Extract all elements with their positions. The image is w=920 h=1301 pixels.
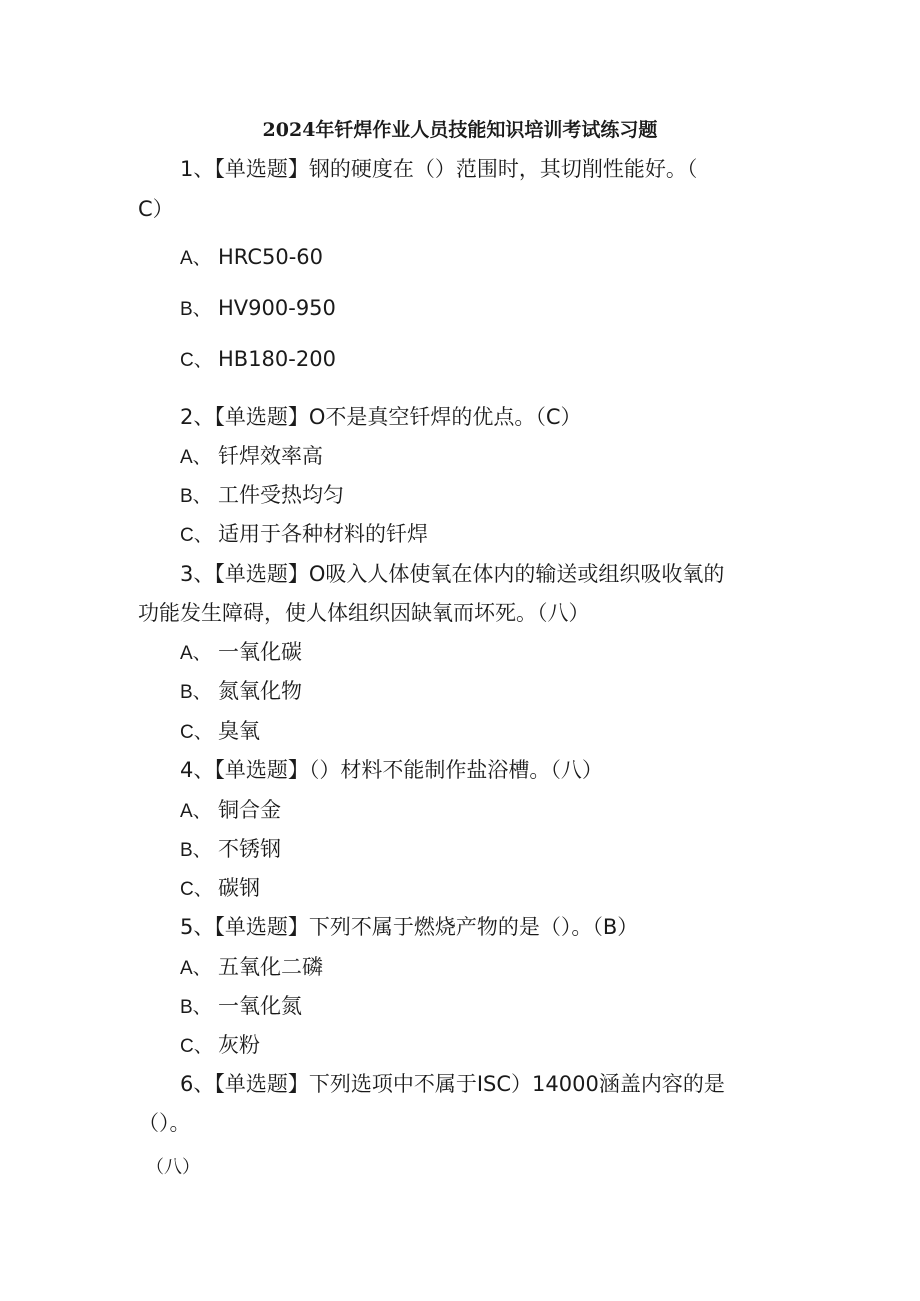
question-3-stem-continued: 功能发生障碍，使人体组织因缺氧而坏死。（八） (138, 601, 590, 625)
option-text: 一氧化碳 (218, 640, 302, 664)
option-label: B、 (180, 486, 212, 507)
option-text: HV900-950 (218, 296, 336, 320)
option-label: A、 (180, 958, 212, 979)
option-label: C、 (180, 879, 213, 900)
option-label: B、 (180, 299, 212, 320)
option-label: B、 (180, 840, 212, 861)
question-6-stem-continued: （）。 (138, 1111, 191, 1135)
option-label: B、 (180, 682, 212, 703)
question-1-option-a (180, 242, 323, 274)
question-5-stem: 5、【单选题】下列不属于燃烧产物的是（）。（B） (180, 915, 639, 939)
question-6-answer: （八） (146, 1157, 200, 1178)
question-5-option-a (180, 952, 323, 984)
option-text: 不锈钢 (218, 837, 281, 861)
option-label: A、 (180, 643, 212, 664)
question-4-option-a (180, 795, 281, 827)
option-label: A、 (180, 248, 212, 269)
option-text: 灰粉 (218, 1033, 260, 1057)
option-text: 工件受热均匀 (218, 483, 344, 507)
question-3-option-c (180, 716, 260, 748)
option-label: A、 (180, 801, 212, 822)
question-4-option-b (180, 834, 281, 866)
option-text: HB180-200 (218, 347, 336, 371)
option-text: 臭氧 (218, 719, 260, 743)
question-3-stem: 3、【单选题】O吸入人体使氧在体内的输送或组织吸收氧的 (180, 562, 725, 586)
option-label: B、 (180, 997, 212, 1018)
document-title: 2024年钎焊作业人员技能知识培训考试练习题 (262, 119, 658, 141)
option-text: HRC50-60 (218, 245, 324, 269)
question-5-option-b (180, 991, 302, 1023)
question-4-option-c (180, 873, 260, 905)
question-1-option-c (180, 344, 336, 376)
question-3-option-a (180, 637, 302, 669)
question-2-option-c (180, 519, 428, 551)
option-label: C、 (180, 1036, 213, 1057)
option-text: 碳钢 (218, 876, 260, 900)
question-1-stem-continued: C） (138, 197, 174, 221)
question-3-option-b (180, 676, 302, 708)
option-text: 五氧化二磷 (218, 955, 323, 979)
question-2-stem: 2、【单选题】O不是真空钎焊的优点。（C） (180, 405, 582, 429)
option-text: 适用于各种材料的钎焊 (218, 522, 428, 546)
option-text: 铜合金 (218, 798, 281, 822)
option-label: C、 (180, 350, 213, 371)
question-6-stem: 6、【单选题】下列选项中不属于ISC）14000涵盖内容的是 (180, 1072, 725, 1096)
option-label: A、 (180, 447, 212, 468)
option-text: 一氧化氮 (218, 994, 302, 1018)
option-text: 钎焊效率高 (218, 444, 323, 468)
option-text: 氮氧化物 (218, 679, 302, 703)
question-5-option-c (180, 1030, 260, 1062)
option-label: C、 (180, 525, 213, 546)
question-4-stem: 4、【单选题】（）材料不能制作盐浴槽。（八） (180, 758, 603, 782)
question-2-option-b (180, 480, 344, 512)
option-label: C、 (180, 722, 213, 743)
question-1-option-b (180, 293, 336, 325)
question-2-option-a (180, 441, 323, 473)
question-1-stem: 1、【单选题】钢的硬度在（）范围时，其切削性能好。（ (180, 157, 698, 181)
